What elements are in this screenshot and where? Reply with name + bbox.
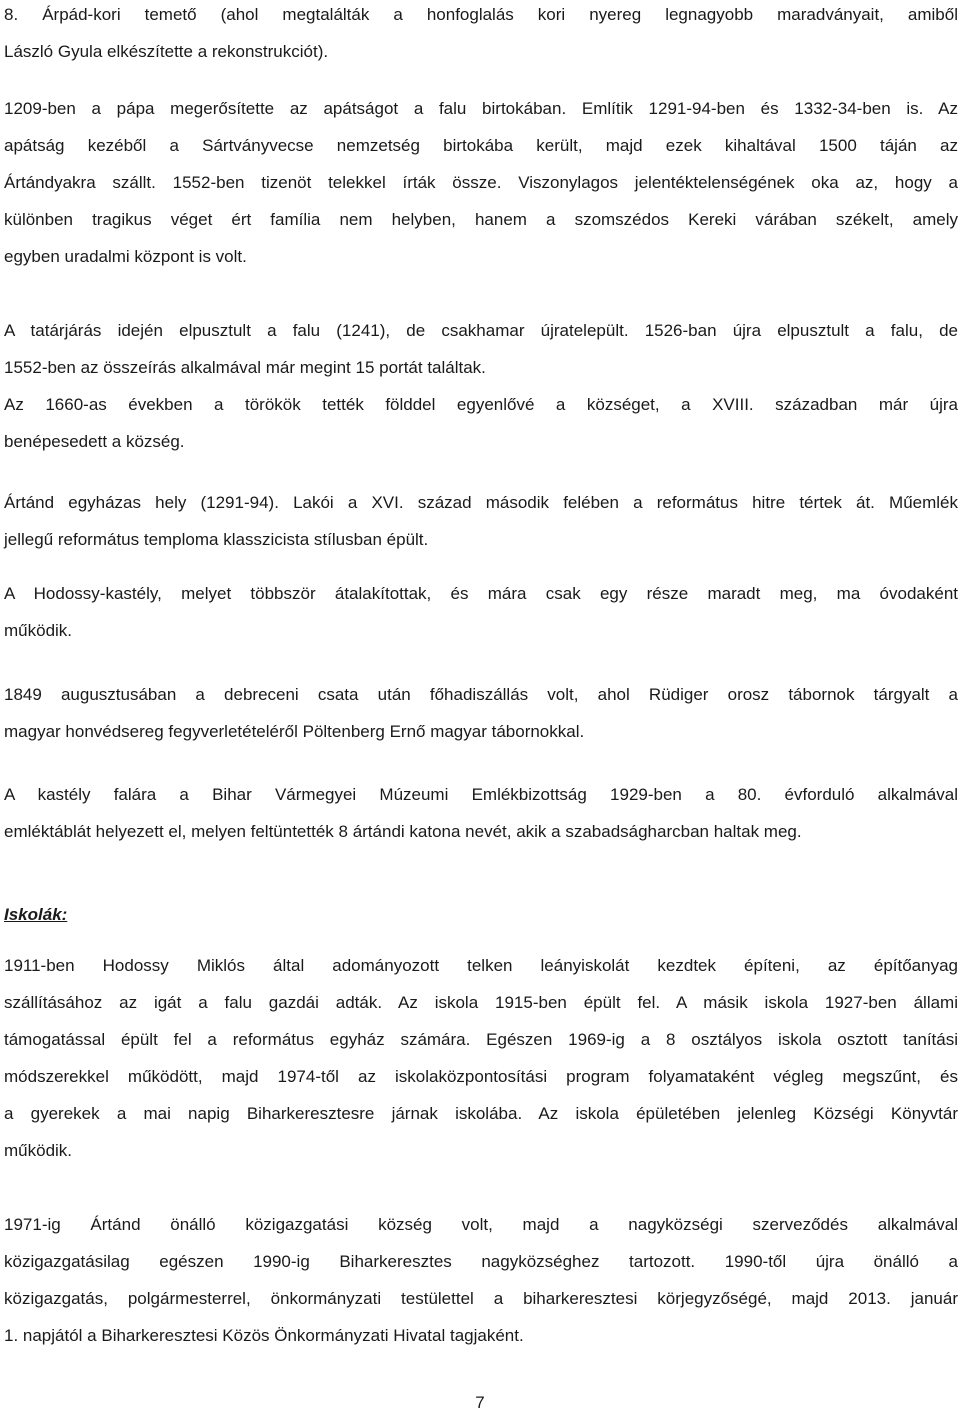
text-line: Ártándyakra szállt. 1552-ben tizenöt telekkel írták össze. Viszonylagos jelentéktelenségének oka az, hogy a — [4, 173, 958, 192]
text-line: működik. — [4, 621, 73, 640]
text-line: 1971-ig Ártánd önálló közigazgatási község volt, majd a nagyközségi szerveződés alkalmával — [4, 1215, 958, 1234]
text-line: szállításához az igát a falu gazdái adták. Az iskola 1915-ben épült fel. A másik iskola 1927-ben állami — [4, 993, 958, 1012]
text-line: 8. Árpád-kori temető (ahol megtalálták a honfoglalás kori nyereg legnagyobb maradványait, amiből — [4, 5, 958, 24]
text-line: A kastély falára a Bihar Vármegyei Múzeumi Emlékbizottság 1929-ben a 80. évforduló alkalmával — [4, 785, 958, 804]
text-line: A Hodossy-kastély, melyet többször átalakítottak, és mára csak egy része maradt meg, ma óvodaként — [4, 584, 958, 603]
text-line: 1. napjától a Biharkeresztesi Közös Önkormányzati Hivatal tagjaként. — [4, 1326, 524, 1345]
paragraph-church — [4, 484, 958, 558]
section-heading-schools: Iskolák: — [4, 905, 68, 924]
text-line: magyar honvédsereg fegyverletételéről Pöltenberg Ernő magyar tábornokkal. — [4, 722, 585, 741]
text-line: László Gyula elkészítette a rekonstrukciót). — [4, 42, 329, 61]
text-line: működik. — [4, 1141, 73, 1160]
text-line: benépesedett a község. — [4, 432, 185, 451]
text-line: közigazgatásilag egészen 1990-ig Biharkeresztes nagyközséghez tartozott. 1990-től újra önálló a — [4, 1252, 958, 1271]
text-line: A tatárjárás idején elpusztult a falu (1241), de csakhamar újratelepült. 1526-ban újra elpusztult a falu, de — [4, 321, 958, 340]
text-line: a gyerekek a mai napig Biharkeresztesre járnak iskolába. Az iskola épületében jelenleg Községi Könyvtár — [4, 1104, 958, 1123]
text-line: 1209-ben a pápa megerősítette az apátságot a falu birtokában. Említik 1291-94-ben és 1332-34-ben is. Az — [4, 99, 958, 118]
text-line: Az 1660-as években a törökök tették földdel egyenlővé a községet, a XVIII. században már újra — [4, 395, 958, 414]
text-line: támogatással épült fel a református egyház számára. Egészen 1969-ig a 8 osztályos iskola osztott tanítási — [4, 1030, 958, 1049]
paragraph-castle — [4, 575, 958, 649]
text-line: közigazgatás, polgármesterrel, önkormányzati testülettel a biharkeresztesi körjegyzőségé, majd 2013. január — [4, 1289, 958, 1308]
text-line: egyben uradalmi központ is volt. — [4, 247, 247, 266]
paragraph-1849 — [4, 676, 958, 750]
paragraph-schools — [4, 947, 958, 1169]
list-item-8 — [4, 0, 958, 70]
text-line: apátság kezéből a Sártványvecse nemzetség birtokába került, majd ezek kihaltával 1500 táján az — [4, 136, 958, 155]
text-line: emléktáblát helyezett el, melyen feltüntették 8 ártándi katona nevét, akik a szabadságharcban haltak meg. — [4, 822, 802, 841]
text-line: Ártánd egyházas hely (1291-94). Lakói a XVI. század második felében a református hitre tértek át. Műemlék — [4, 493, 958, 512]
text-line: jellegű református temploma klasszicista stílusban épült. — [4, 530, 429, 549]
paragraph-history — [4, 90, 958, 275]
text-line: 1552-ben az összeírás alkalmával már megint 15 portát találtak. — [4, 358, 486, 377]
paragraph-memorial — [4, 776, 958, 850]
text-line: 1849 augusztusában a debreceni csata után főhadiszállás volt, ahol Rüdiger orosz tábornok tárgyalt a — [4, 685, 958, 704]
paragraph-administration — [4, 1206, 958, 1354]
text-line: különben tragikus véget ért família nem helyben, hanem a szomszédos Kereki várában székelt, amely — [4, 210, 958, 229]
text-line: 1911-ben Hodossy Miklós által adományozott telken leányiskolát kezdtek építeni, az építőanyag — [4, 956, 958, 975]
page-number: 7 — [475, 1393, 485, 1412]
paragraph-destruction — [4, 312, 958, 460]
text-line: módszerekkel működött, majd 1974-től az iskolaközpontosítási program folyamataként végleg megszűnt, és — [4, 1067, 958, 1086]
